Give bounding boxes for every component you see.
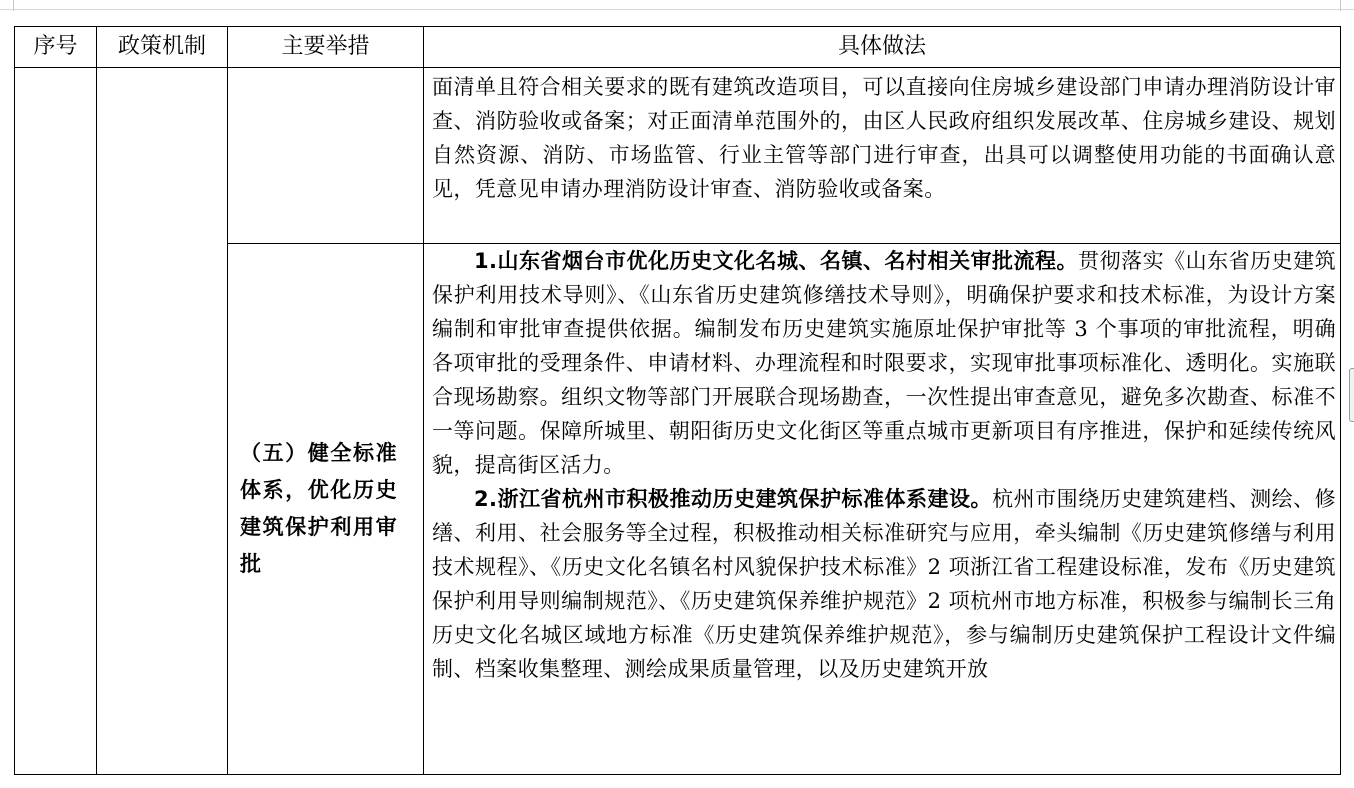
main-measure-text: （五）健全标准体系，优化历史建筑保护利用审批 — [240, 441, 399, 576]
page-corner-mark-right — [1340, 0, 1341, 11]
specific-practice-cell — [424, 68, 1341, 244]
page-corner-mark-left — [13, 0, 14, 11]
header-main-measure: 主要举措 — [228, 27, 424, 68]
specific-practice-body — [424, 244, 1340, 686]
case-body-hangzhou: 杭州市围绕历史建筑建档、测绘、修缮、利用、社会服务等全过程，积极推动相关标准研究与应用，牵头编制《历史建筑修缮与利用技术规程》、《历史文化名镇名村风貌保护技术标准》2 项浙江省工程建设标准，发布《历史建筑保护利用导则编制规范》、《历史建筑保养维护规范》2 项杭州市地方标准，积极参与编制长三角历史文化名城区域地方标准《历史建筑保养维护规范》，参与编制历史建筑保护工程设计文件编制、档案收集整理、测绘成果质量管理，以及历史建筑开放 — [432, 487, 1336, 681]
case-paragraph-yantai — [432, 244, 1336, 482]
main-measure-cell-empty — [228, 68, 424, 244]
case-title-yantai: 1.山东省烟台市优化历史文化名城、名镇、名村相关审批流程。 — [474, 249, 1079, 273]
policy-mechanism-cell — [97, 68, 228, 775]
case-body-yantai: 贯彻落实《山东省历史建筑保护利用技术导则》、《山东省历史建筑修缮技术导则》，明确保护要求和技术标准，为设计方案编制和审批审查提供依据。编制发布历史建筑实施原址保护审批等 3 个事项的审批流程，明确各项审批的受理条件、申请材料、办理流程和时限要求，实现审批事项标准化、透明化。实施联合现场勘察。组织文物等部门开展联合现场勘查，一次性提出审查意见，避免多次勘查、标准不一等问题。保障所城里、朝阳街历史文化街区等重点城市更新项目有序推进，保护和延续传统风貌，提高街区活力。 — [432, 249, 1336, 477]
case-title-hangzhou: 2.浙江省杭州市积极推动历史建筑保护标准体系建设。 — [474, 487, 993, 511]
case-paragraph-hangzhou — [432, 482, 1336, 686]
header-index: 序号 — [15, 27, 97, 68]
main-measure-cell — [228, 244, 424, 775]
header-policy-mechanism: 政策机制 — [97, 27, 228, 68]
policy-table — [14, 26, 1341, 775]
table-header-row — [15, 27, 1341, 68]
page-top-rule — [0, 0, 1354, 10]
side-scroll-tab[interactable] — [1349, 368, 1354, 422]
table-row — [15, 68, 1341, 244]
specific-practice-cell — [424, 244, 1341, 775]
header-specific-practice: 具体做法 — [424, 27, 1341, 68]
index-cell — [15, 68, 97, 775]
specific-practice-text: 面清单且符合相关要求的既有建筑改造项目，可以直接向住房城乡建设部门申请办理消防设计审查、消防验收或备案；对正面清单范围外的，由区人民政府组织发展改革、住房城乡建设、规划自然资源、消防、市场监管、行业主管等部门进行审查，出具可以调整使用功能的书面确认意见，凭意见申请办理消防设计审查、消防验收或备案。 — [432, 75, 1336, 201]
